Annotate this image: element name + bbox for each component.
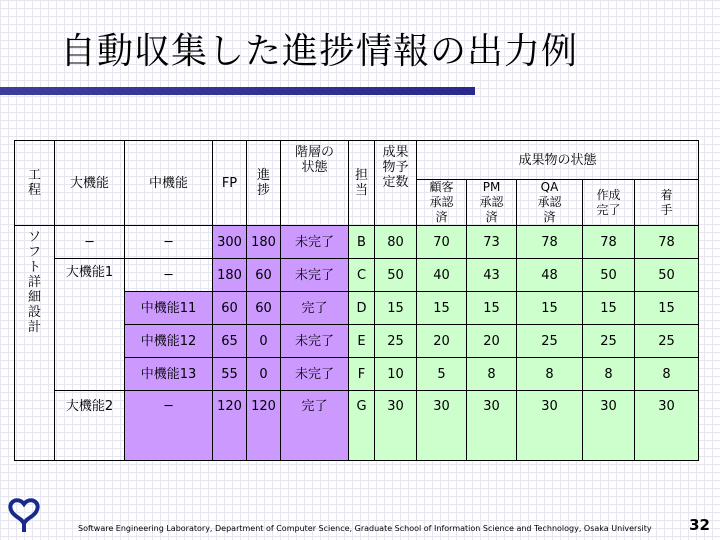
cell-major: ─	[55, 226, 125, 259]
cell-created: 25	[583, 325, 635, 358]
cell-progress: 120	[247, 391, 281, 461]
cell-status: 完了	[281, 391, 349, 461]
progress-table	[14, 140, 699, 461]
cell-qa: 48	[517, 259, 583, 292]
header-hierarchy-status: 階層の 状態	[281, 141, 349, 226]
cell-created: 8	[583, 358, 635, 391]
slide-title: 自動収集した進捗情報の出力例	[60, 31, 579, 72]
cell-pm: 15	[467, 292, 517, 325]
header-qa-approved: QA 承認 済	[517, 180, 583, 226]
cell-middle: ─	[125, 391, 213, 461]
cell-pm: 20	[467, 325, 517, 358]
cell-fp: 55	[213, 358, 247, 391]
header-pm-approved: PM 承認 済	[467, 180, 517, 226]
cell-pm: 8	[467, 358, 517, 391]
cell-progress: 60	[247, 259, 281, 292]
cell-major: 大機能2	[55, 391, 125, 461]
cell-started: 30	[635, 391, 699, 461]
cell-customer: 70	[417, 226, 467, 259]
cell-middle: 中機能13	[125, 358, 213, 391]
cell-created: 30	[583, 391, 635, 461]
table-row	[15, 259, 699, 292]
cell-customer: 40	[417, 259, 467, 292]
cell-planned: 50	[375, 259, 417, 292]
cell-middle: 中機能11	[125, 292, 213, 325]
cell-status: 完了	[281, 292, 349, 325]
cell-started: 8	[635, 358, 699, 391]
cell-qa: 8	[517, 358, 583, 391]
cell-status: 未完了	[281, 226, 349, 259]
cell-middle: ─	[125, 259, 213, 292]
cell-progress: 180	[247, 226, 281, 259]
cell-started: 15	[635, 292, 699, 325]
footer-affiliation: Software Engineering Laboratory, Department of Computer Science, Graduate School of Information Science and Technology, Osaka University	[78, 524, 652, 533]
cell-customer: 20	[417, 325, 467, 358]
cell-created: 78	[583, 226, 635, 259]
cell-created: 50	[583, 259, 635, 292]
cell-assignee: D	[349, 292, 375, 325]
cell-fp: 300	[213, 226, 247, 259]
header-assignee: 担 当	[349, 141, 375, 226]
cell-planned: 25	[375, 325, 417, 358]
header-planned-count: 成果 物予 定数	[375, 141, 417, 226]
cell-planned: 30	[375, 391, 417, 461]
cell-assignee: B	[349, 226, 375, 259]
cell-status: 未完了	[281, 358, 349, 391]
cell-status: 未完了	[281, 259, 349, 292]
cell-progress: 60	[247, 292, 281, 325]
header-started: 着 手	[635, 180, 699, 226]
header-middle: 中機能	[125, 141, 213, 226]
header-progress: 進 捗	[247, 141, 281, 226]
header-process: 工 程	[15, 141, 55, 226]
cell-customer: 5	[417, 358, 467, 391]
cell-started: 50	[635, 259, 699, 292]
cell-fp: 65	[213, 325, 247, 358]
cell-qa: 30	[517, 391, 583, 461]
table-row	[15, 226, 699, 259]
process-label: ソ フ ト 詳 細 設 計	[15, 226, 55, 461]
cell-created: 15	[583, 292, 635, 325]
cell-started: 25	[635, 325, 699, 358]
cell-assignee: G	[349, 391, 375, 461]
cell-pm: 30	[467, 391, 517, 461]
cell-assignee: E	[349, 325, 375, 358]
cell-fp: 180	[213, 259, 247, 292]
header-fp: FP	[213, 141, 247, 226]
cell-pm: 73	[467, 226, 517, 259]
cell-planned: 15	[375, 292, 417, 325]
cell-middle: ─	[125, 226, 213, 259]
cell-progress: 0	[247, 325, 281, 358]
header-major: 大機能	[55, 141, 125, 226]
page-number: 32	[689, 516, 710, 534]
cell-fp: 120	[213, 391, 247, 461]
cell-assignee: F	[349, 358, 375, 391]
header-customer-approved: 顧客 承認 済	[417, 180, 467, 226]
cell-customer: 15	[417, 292, 467, 325]
cell-qa: 78	[517, 226, 583, 259]
header-created: 作成 完了	[583, 180, 635, 226]
cell-status: 未完了	[281, 325, 349, 358]
cell-qa: 25	[517, 325, 583, 358]
cell-middle: 中機能12	[125, 325, 213, 358]
header-row-top	[15, 141, 699, 180]
cell-progress: 0	[247, 358, 281, 391]
cell-qa: 15	[517, 292, 583, 325]
osaka-university-logo-icon	[4, 494, 44, 534]
cell-assignee: C	[349, 259, 375, 292]
cell-started: 78	[635, 226, 699, 259]
table-row	[15, 391, 699, 461]
cell-planned: 80	[375, 226, 417, 259]
cell-pm: 43	[467, 259, 517, 292]
title-underline-bar	[0, 87, 475, 95]
cell-fp: 60	[213, 292, 247, 325]
cell-customer: 30	[417, 391, 467, 461]
cell-planned: 10	[375, 358, 417, 391]
cell-major: 大機能1	[55, 259, 125, 391]
header-deliverable-status: 成果物の状態	[417, 141, 699, 180]
